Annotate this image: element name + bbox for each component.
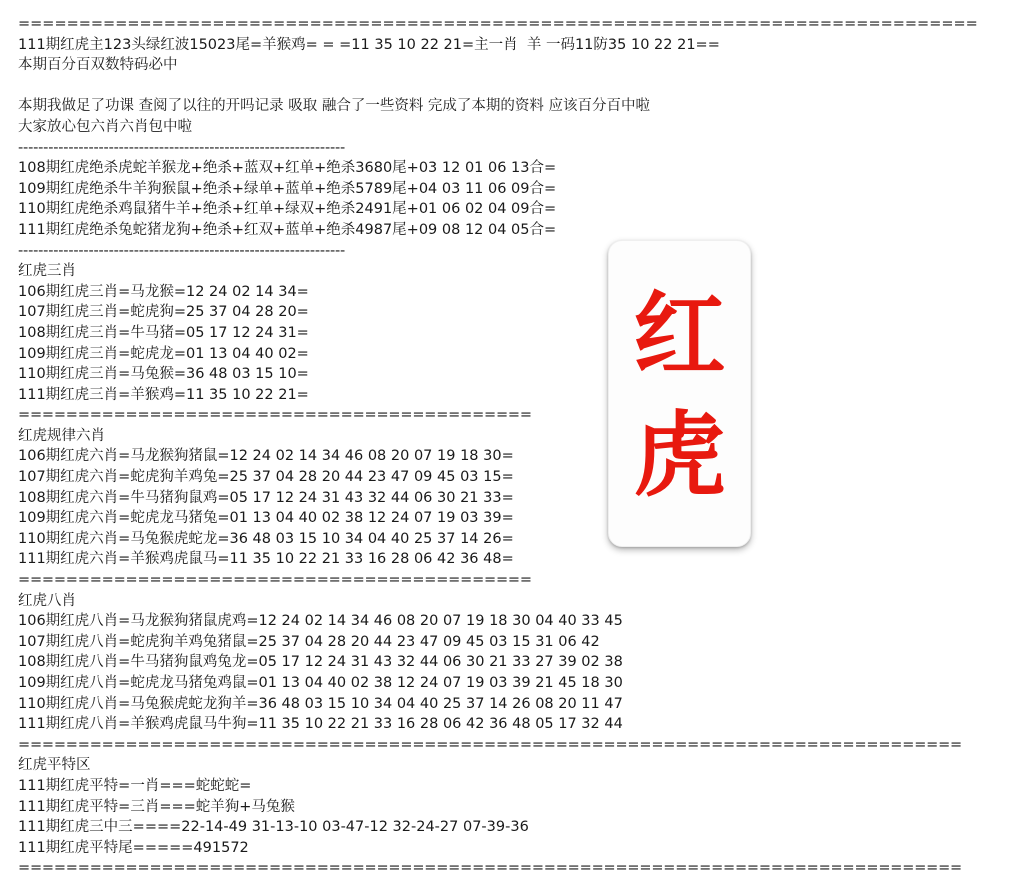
section-heading: 红虎平特区 — [18, 757, 91, 774]
text-line: 109期红虎六肖=蛇虎龙马猪兔=01 13 04 40 02 38 12 24 07 19 03 39= — [18, 510, 514, 527]
text-line: 108期红虎八肖=牛马猪狗鼠鸡兔龙=05 17 12 24 31 43 32 44 06 30 21 33 27 39 02 38 — [18, 654, 623, 671]
divider-line: =============================================================================== — [18, 860, 963, 877]
divider-line: ----------------------------------------------------------------- — [18, 139, 346, 156]
section-heading: 红虎八肖 — [18, 592, 76, 609]
text-line: 106期红虎八肖=马龙猴狗猪鼠虎鸡=12 24 02 14 34 46 08 20 07 19 18 30 04 40 33 45 — [18, 613, 623, 630]
text-line: 110期红虎三肖=马兔猴=36 48 03 15 10= — [18, 366, 309, 383]
text-line: 110期红虎八肖=马兔猴虎蛇龙狗羊=36 48 03 15 10 34 04 40 25 37 14 26 08 20 11 47 — [18, 695, 623, 712]
section-heading: 红虎规律六肖 — [18, 427, 105, 444]
text-line: 111期红虎三肖=羊猴鸡=11 35 10 22 21= — [18, 386, 309, 403]
text-line: 107期红虎六肖=蛇虎狗羊鸡兔=25 37 04 28 20 44 23 47 09 45 03 15= — [18, 469, 514, 486]
text-line: 109期红虎三肖=蛇虎龙=01 13 04 40 02= — [18, 345, 309, 362]
text-line: 109期红虎八肖=蛇虎龙马猪兔鸡鼠=01 13 04 40 02 38 12 24 07 19 03 39 21 45 18 30 — [18, 675, 623, 691]
text-line: 111期红虎三中三====22-14-49 31-13-10 03-47-12 32-24-27 07-39-36 — [18, 819, 529, 836]
text-line: 111期红虎主123头绿红波15023尾=羊猴鸡= = =11 35 10 22 21=主一肖 羊 一码11防35 10 22 21== — [18, 36, 720, 53]
text-line: =============================================================================== — [18, 16, 978, 32]
text-line: 107期红虎三肖=蛇虎狗=25 37 04 28 20= — [18, 304, 309, 321]
text-line: 111期红虎平特尾=====491572 — [18, 839, 249, 856]
text-line: 106期红虎三肖=马龙猴=12 24 02 14 34= — [18, 283, 309, 300]
divider-line: ----------------------------------------------------------------- — [18, 242, 346, 259]
text-line: 110期红虎绝杀鸡鼠猪牛羊+绝杀+红单+绿双+绝杀2491尾+01 06 02 04 09合= — [18, 201, 557, 218]
text-line: 本期我做足了功课 查阅了以往的开吗记录 吸取 融合了一些资料 完成了本期的资料 应该百分百中啦 — [18, 98, 651, 115]
text-line: 111期红虎绝杀兔蛇猪龙狗+绝杀+红双+蓝单+绝杀4987尾+09 08 12 04 05合= — [18, 221, 557, 238]
text-body — [18, 14, 978, 879]
text-line: 108期红虎六肖=牛马猪狗鼠鸡=05 17 12 24 31 43 32 44 06 30 21 33= — [18, 489, 514, 506]
divider-line: =========================================== — [18, 572, 532, 589]
text-line: 111期红虎六肖=羊猴鸡虎鼠马=11 35 10 22 21 33 16 28 06 42 36 48= — [18, 551, 514, 568]
text-line: 111期红虎平特=一肖===蛇蛇蛇= — [18, 777, 252, 794]
spacer — [18, 76, 948, 97]
section-heading: 红虎三肖 — [18, 263, 76, 280]
divider-line: =========================================== — [18, 407, 532, 424]
divider-line: =============================================================================== — [18, 736, 963, 753]
logo-char-hong: 红 — [633, 281, 726, 389]
text-line: 本期百分百双数特码必中 — [18, 57, 178, 74]
text-line: 大家放心包六肖六肖包中啦 — [18, 118, 192, 135]
brand-logo-card — [608, 240, 751, 547]
text-line: 108期红虎绝杀虎蛇羊猴龙+绝杀+蓝双+红单+绝杀3680尾+03 12 01 06 13合= — [18, 160, 557, 177]
text-line: 111期红虎八肖=羊猴鸡虎鼠马牛狗=11 35 10 22 21 33 16 28 06 42 36 48 05 17 32 44 — [18, 716, 623, 733]
text-line: 110期红虎六肖=马兔猴虎蛇龙=36 48 03 15 10 34 04 40 25 37 14 26= — [18, 530, 514, 547]
logo-char-hu: 虎 — [633, 401, 726, 509]
text-line: 111期红虎平特=三肖===蛇羊狗+马兔猴 — [18, 798, 295, 815]
text-line: 109期红虎绝杀牛羊狗猴鼠+绝杀+绿单+蓝单+绝杀5789尾+04 03 11 06 09合= — [18, 180, 557, 197]
text-line: 106期红虎六肖=马龙猴狗猪鼠=12 24 02 14 34 46 08 20 07 19 18 30= — [18, 448, 514, 465]
text-line: 107期红虎八肖=蛇虎狗羊鸡兔猪鼠=25 37 04 28 20 44 23 47 09 45 03 15 31 06 42 — [18, 633, 600, 650]
text-line: 108期红虎三肖=牛马猪=05 17 12 24 31= — [18, 324, 309, 341]
